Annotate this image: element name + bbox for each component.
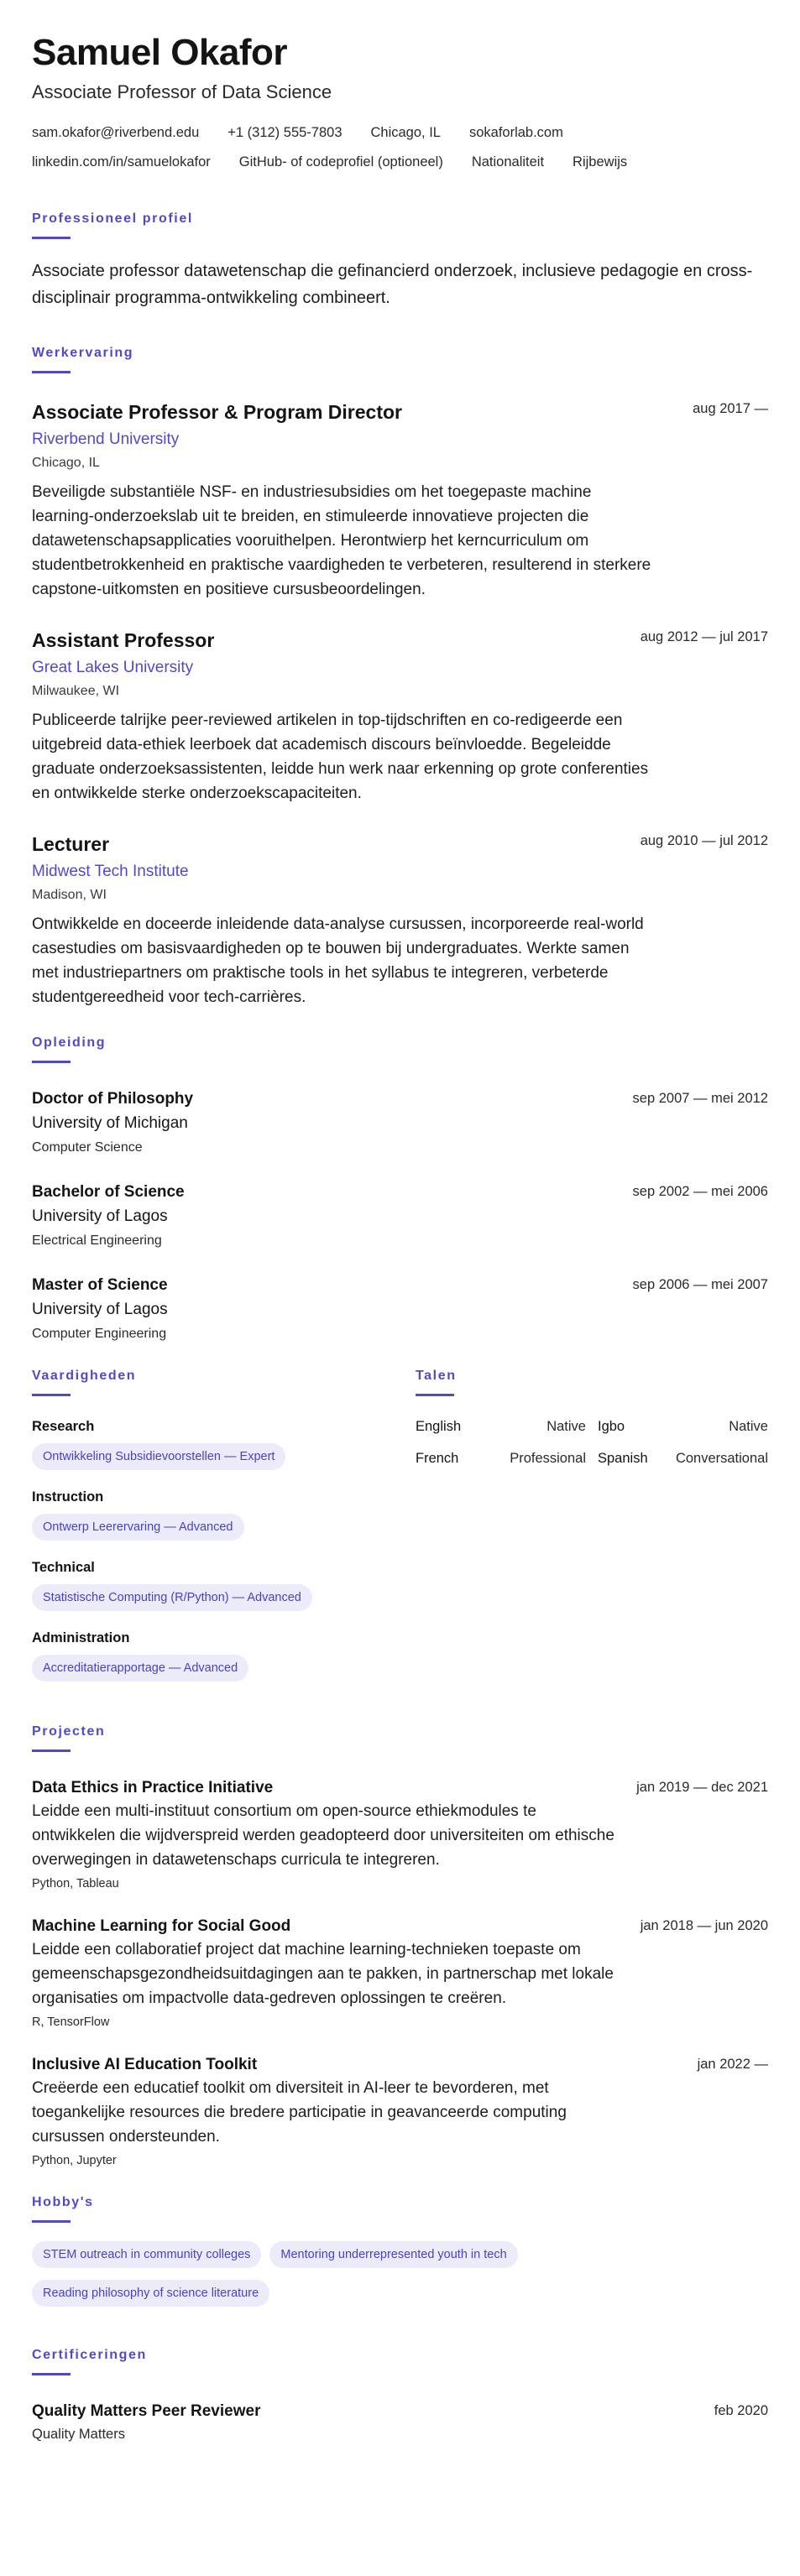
- section-divider: [32, 371, 71, 373]
- hobbies-section: [32, 2194, 768, 2318]
- project-dates: jan 2022 —: [697, 2057, 768, 2072]
- language-level: Native: [729, 1419, 768, 1434]
- nationality-placeholder: Nationaliteit: [471, 154, 545, 169]
- project-item: [32, 1916, 768, 2031]
- language-level: Conversational: [675, 1451, 768, 1466]
- profile-section: [32, 211, 768, 311]
- degree: Bachelor of Science: [32, 1183, 185, 1201]
- hobby-chip: STEM outreach in community colleges: [32, 2241, 261, 2268]
- language-name: Spanish: [598, 1451, 648, 1466]
- language-level: Native: [546, 1419, 586, 1434]
- experience-item: [32, 399, 768, 602]
- section-heading: Professioneel profiel: [32, 211, 193, 226]
- section-heading: Certificeringen: [32, 2348, 147, 2362]
- education-item: [32, 1181, 768, 1251]
- language-level: Professional: [510, 1451, 586, 1466]
- website-link[interactable]: sokaforlab.com: [468, 125, 563, 140]
- section-divider: [32, 2220, 71, 2223]
- school: University of Lagos: [32, 1301, 168, 1318]
- education-item: [32, 1275, 768, 1344]
- job-role: Lecturer: [32, 833, 110, 855]
- education-item: [32, 1088, 768, 1158]
- language-name: French: [416, 1451, 459, 1466]
- job-role: Associate Professor & Program Director: [32, 401, 402, 423]
- certification-item: [32, 2401, 768, 2444]
- job-dates: aug 2012 — jul 2017: [640, 629, 768, 644]
- job-location: Madison, WI: [32, 888, 107, 902]
- section-heading: Vaardigheden: [32, 1369, 137, 1383]
- project-description: Creëerde een educatief toolkit om diversiteit in AI-leer te bevorderen, met toegankelijke resources die bredere participatie in geavanceerde computing cursussen ondersteunden.: [32, 2079, 567, 2146]
- section-divider: [416, 1394, 454, 1396]
- candidate-name: Samuel Okafor: [32, 32, 288, 73]
- education-dates: sep 2002 — mei 2006: [632, 1184, 768, 1199]
- email-link[interactable]: sam.okafor@riverbend.edu: [32, 125, 200, 140]
- skill-category: Instruction: [32, 1489, 104, 1504]
- contact-row: [32, 152, 768, 172]
- languages-section: [416, 1368, 768, 1698]
- degree: Doctor of Philosophy: [32, 1090, 194, 1108]
- job-company: Midwest Tech Institute: [32, 863, 189, 880]
- project-item: [32, 1777, 768, 1892]
- section-divider: [32, 237, 71, 239]
- experience-section: [32, 345, 768, 1009]
- projects-section: [32, 1723, 768, 2169]
- skill-group: [32, 1487, 393, 1541]
- experience-item: [32, 627, 768, 806]
- job-location: Chicago, IL: [32, 456, 100, 470]
- location: Chicago, IL: [370, 125, 441, 140]
- job-company: Riverbend University: [32, 430, 180, 448]
- hobby-list: [32, 2241, 768, 2318]
- section-divider: [32, 1394, 71, 1396]
- section-heading: Werkervaring: [32, 346, 134, 360]
- language-name: Igbo: [598, 1419, 625, 1434]
- language-item: [598, 1448, 768, 1468]
- project-tech: Python, Tableau: [32, 1877, 119, 1890]
- skill-group: [32, 1628, 393, 1682]
- language-list: [416, 1416, 768, 1468]
- github-placeholder: GitHub- of codeprofiel (optioneel): [238, 154, 443, 169]
- project-description: Leidde een multi-instituut consortium om open-source ethiekmodules te ontwikkelen die wijdverspreid werden geadopteerd door universiteiten om ethische overwegingen in datawetenschaps curricula te integreren.: [32, 1802, 614, 1869]
- skill-category: Technical: [32, 1560, 95, 1575]
- skill-chip: Statistische Computing (R/Python) — Advanced: [32, 1584, 312, 1611]
- resume-header: [32, 30, 768, 172]
- project-name: Inclusive AI Education Toolkit: [32, 2056, 258, 2073]
- skill-category: Administration: [32, 1630, 130, 1645]
- job-company: Great Lakes University: [32, 659, 194, 676]
- section-heading: Projecten: [32, 1724, 106, 1739]
- project-dates: jan 2018 — jun 2020: [640, 1918, 768, 1933]
- skills-section: [32, 1368, 393, 1698]
- job-location: Milwaukee, WI: [32, 684, 120, 698]
- skill-group: [32, 1557, 393, 1611]
- experience-item: [32, 831, 768, 1009]
- language-item: [416, 1448, 586, 1468]
- skill-group: [32, 1416, 393, 1470]
- project-description: Leidde een collaboratief project dat machine learning-technieken toepaste om gemeenschapsgezondheidsuitdagingen aan te pakken, in partnerschap met lokale organisaties om impactvolle data-gedreven oplossingen te creëren.: [32, 1941, 614, 2007]
- field-of-study: Computer Engineering: [32, 1327, 167, 1341]
- skill-chip: Ontwerp Leerervaring — Advanced: [32, 1514, 244, 1541]
- skill-chip: Ontwikkeling Subsidievoorstellen — Expert: [32, 1443, 285, 1470]
- contact-row: [32, 123, 768, 143]
- job-description: Beveiligde substantiële NSF- en industriesubsidies om het toegepaste machine learning-onderzoekslab uit te breiden, en stimuleerde innovatieve projecten die datawetenschapsapplicaties vooruithelpen. Herontwierp het kerncurriculum om studentbetrokkenheid en praktische vaardigheden te verbeteren, resulterend in sterkere capstone-uitkomsten en positieve cursusbeoordelingen.: [32, 483, 651, 598]
- contact-info: [32, 123, 768, 172]
- school: University of Lagos: [32, 1207, 168, 1225]
- school: University of Michigan: [32, 1114, 188, 1132]
- skill-category: Research: [32, 1419, 95, 1434]
- project-dates: jan 2019 — dec 2021: [636, 1780, 768, 1795]
- degree: Master of Science: [32, 1276, 168, 1294]
- job-description: Publiceerde talrijke peer-reviewed artikelen in top-tijdschriften en co-redigeerde een uitgebreid data-ethiek leerboek dat academisch discours beïnvloedde. Begeleidde graduate onderzoeksassistenten, leidde hun werk naar erkenning op grote conferenties en ontwikkelde sterke onderzoekscapaciteiten.: [32, 712, 649, 802]
- job-dates: aug 2010 — jul 2012: [640, 833, 768, 848]
- field-of-study: Computer Science: [32, 1140, 143, 1155]
- education-dates: sep 2007 — mei 2012: [632, 1091, 768, 1106]
- certification-org: Quality Matters: [32, 2427, 125, 2442]
- section-heading: Talen: [416, 1369, 457, 1383]
- education-dates: sep 2006 — mei 2007: [632, 1277, 768, 1292]
- skill-chip: Accreditatierapportage — Advanced: [32, 1655, 248, 1682]
- language-name: English: [416, 1419, 462, 1434]
- language-item: [416, 1416, 586, 1437]
- hobby-chip: Reading philosophy of science literature: [32, 2280, 269, 2307]
- field-of-study: Electrical Engineering: [32, 1233, 162, 1248]
- job-dates: aug 2017 —: [693, 401, 768, 416]
- phone-number[interactable]: +1 (312) 555-7803: [227, 125, 342, 140]
- hobby-chip: Mentoring underrepresented youth in tech: [269, 2241, 517, 2268]
- project-item: [32, 2054, 768, 2169]
- project-name: Machine Learning for Social Good: [32, 1917, 291, 1935]
- language-item: [598, 1416, 768, 1437]
- job-role: Assistant Professor: [32, 629, 215, 651]
- project-tech: R, TensorFlow: [32, 2015, 110, 2029]
- profile-summary: Associate professor datawetenschap die gefinancierd onderzoek, inclusieve pedagogie en cross-disciplinair programma-ontwikkeling combineert.: [32, 262, 753, 307]
- section-divider: [32, 1061, 71, 1063]
- skills-languages-row: [32, 1368, 768, 1698]
- job-description: Ontwikkelde en doceerde inleidende data-analyse cursussen, incorporeerde real-world casestudies om basisvaardigheden op te bouwen bij undergraduates. Werkte samen met industriepartners om praktische tools in het syllabus te integreren, verbeterde studentgereedheid voor tech-carrières.: [32, 915, 644, 1006]
- section-divider: [32, 2373, 71, 2375]
- linkedin-link[interactable]: linkedin.com/in/samuelokafor: [32, 154, 211, 169]
- certification-name: Quality Matters Peer Reviewer: [32, 2402, 261, 2420]
- project-name: Data Ethics in Practice Initiative: [32, 1779, 274, 1796]
- certification-date: feb 2020: [714, 2403, 768, 2418]
- section-divider: [32, 1749, 71, 1752]
- project-tech: Python, Jupyter: [32, 2154, 117, 2167]
- certifications-section: [32, 2347, 768, 2444]
- section-heading: Hobby's: [32, 2195, 94, 2209]
- candidate-title: Associate Professor of Data Science: [32, 81, 332, 102]
- license-placeholder: Rijbewijs: [573, 154, 628, 169]
- section-heading: Opleiding: [32, 1035, 107, 1050]
- education-section: [32, 1035, 768, 1344]
